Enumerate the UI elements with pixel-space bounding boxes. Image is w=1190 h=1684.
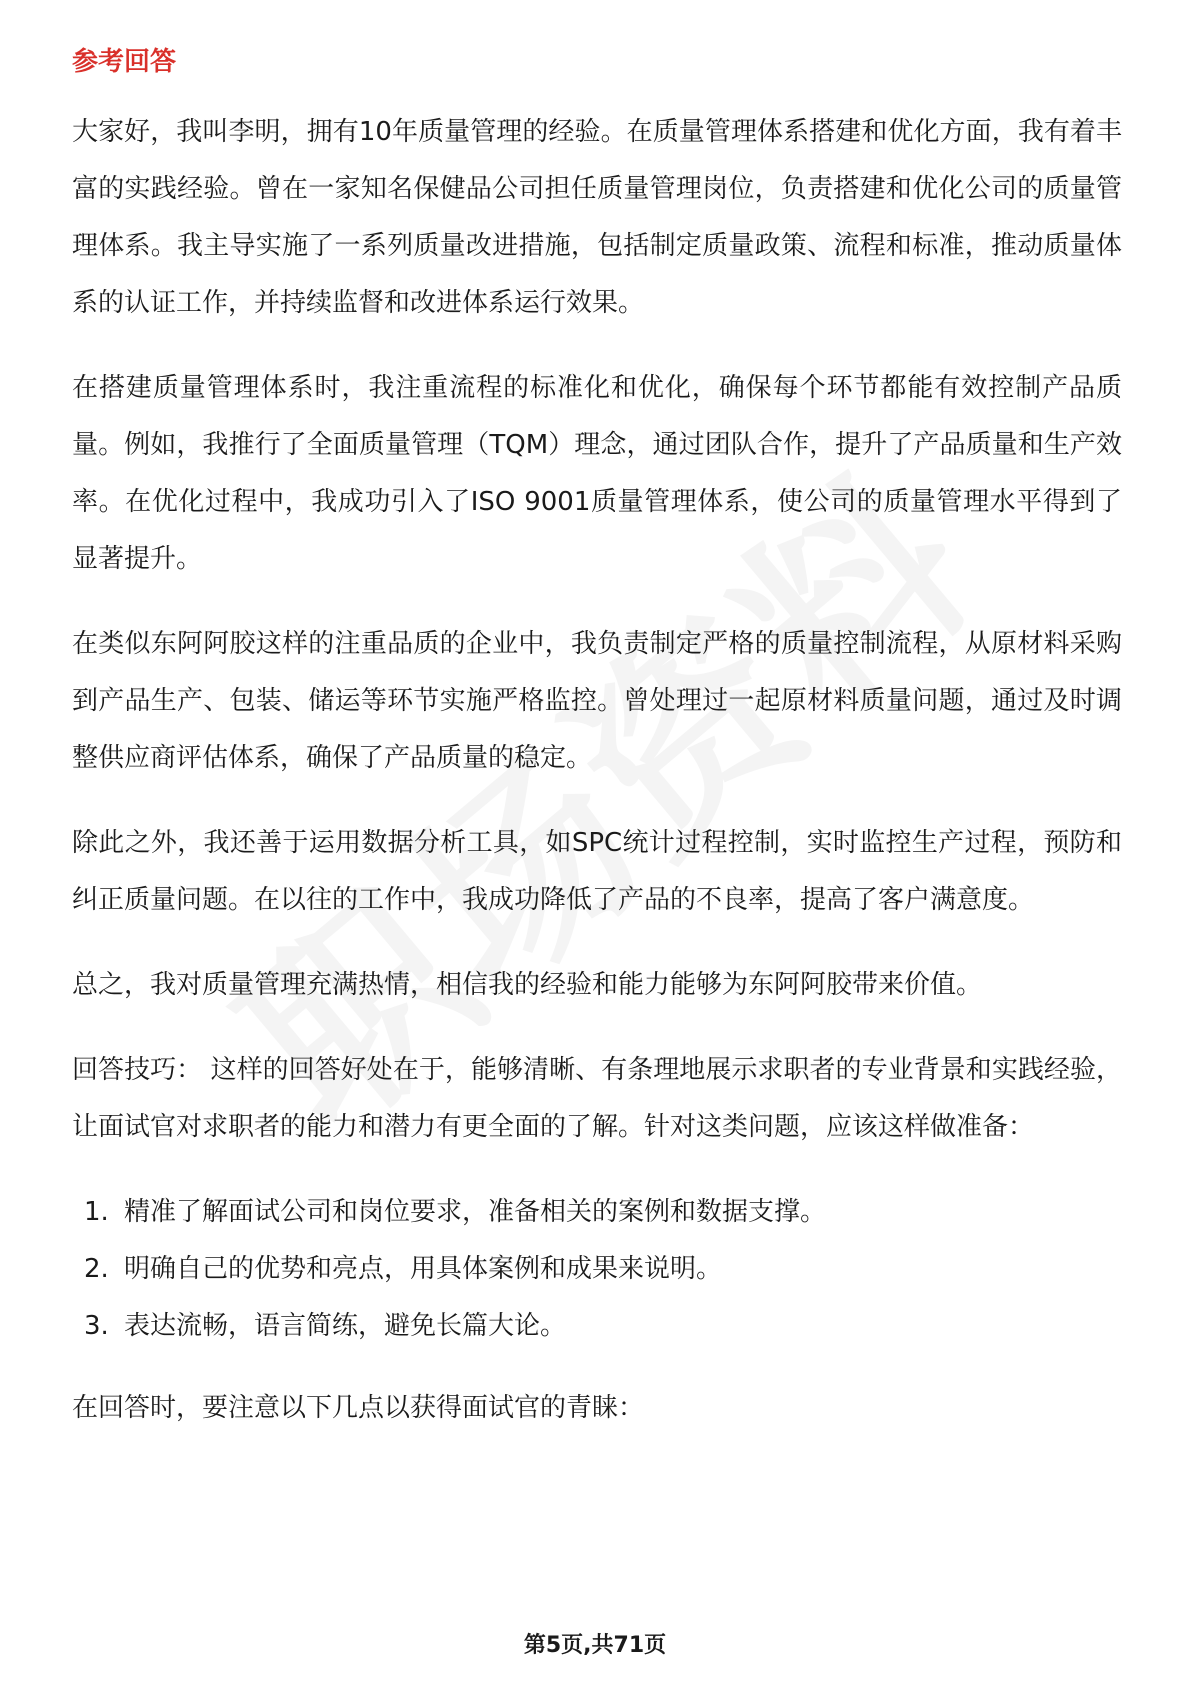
list-item-text: 明确自己的优势和亮点，用具体案例和成果来说明。 — [124, 1254, 723, 1284]
document-content — [72, 44, 1122, 1465]
paragraph-intro: 大家好，我叫李明，拥有10年质量管理的经验。在质量管理体系搭建和优化方面，我有着丰富的实践经验。曾在一家知名保健品公司担任质量管理岗位，负责搭建和优化公司的质量管理体系。我主导实施了一系列质量改进措施，包括制定质量政策、流程和标准，推动质量体系的认证工作，并持续监督和改进体系运行效果。 — [72, 117, 1122, 318]
paragraph-closing: 在回答时，要注意以下几点以获得面试官的青睐： — [72, 1393, 645, 1423]
list-item-text: 精准了解面试公司和岗位要求，准备相关的案例和数据支撑。 — [124, 1197, 827, 1227]
list-item-number: 2. — [84, 1254, 109, 1284]
list-item-number: 3. — [84, 1311, 109, 1341]
list-item-text: 表达流畅，语言简练，避免长篇大论。 — [124, 1311, 567, 1341]
list-item — [72, 1298, 1122, 1355]
paragraph-answer-tips: 回答技巧： 这样的回答好处在于，能够清晰、有条理地展示求职者的专业背景和实践经验，让面试官对求职者的能力和潜力有更全面的了解。针对这类问题，应该这样做准备： — [72, 1055, 1122, 1142]
paragraph-system-building: 在搭建质量管理体系时，我注重流程的标准化和优化，确保每个环节都能有效控制产品质量。例如，我推行了全面质量管理（TQM）理念，通过团队合作，提升了产品质量和生产效率。在优化过程中，我成功引入了ISO 9001质量管理体系，使公司的质量管理水平得到了显著提升。 — [72, 373, 1122, 574]
paragraph-data-analysis: 除此之外，我还善于运用数据分析工具，如SPC统计过程控制，实时监控生产过程，预防和纠正质量问题。在以往的工作中，我成功降低了产品的不良率，提高了客户满意度。 — [72, 828, 1122, 915]
section-title: 参考回答 — [72, 47, 177, 77]
list-item — [72, 1241, 1122, 1298]
list-item-number: 1. — [84, 1197, 109, 1227]
list-item — [72, 1184, 1122, 1241]
page-number-footer: 第5页,共71页 — [523, 1633, 667, 1658]
paragraph-quality-control: 在类似东阿阿胶这样的注重品质的企业中，我负责制定严格的质量控制流程，从原材料采购到产品生产、包装、储运等环节实施严格监控。曾处理过一起原材料质量问题，通过及时调整供应商评估体系，确保了产品质量的稳定。 — [72, 629, 1122, 773]
paragraph-summary: 总之，我对质量管理充满热情，相信我的经验和能力能够为东阿阿胶带来价值。 — [72, 970, 983, 1000]
tips-list — [72, 1184, 1122, 1355]
